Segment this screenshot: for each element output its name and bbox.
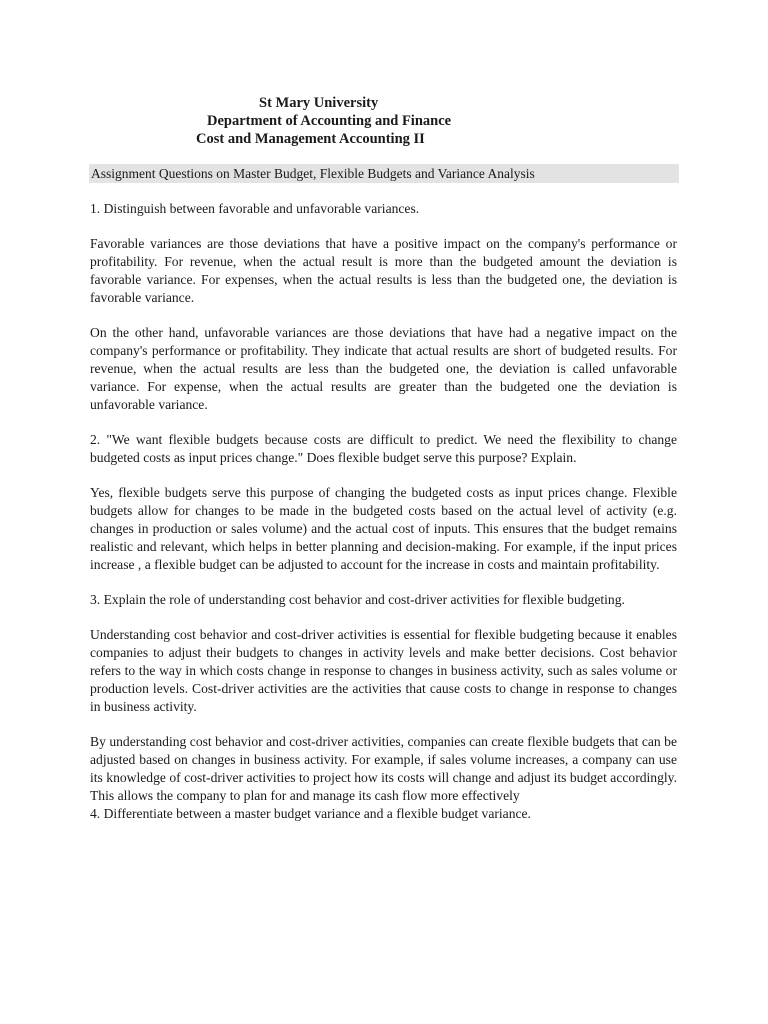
answer-2: Yes, flexible budgets serve this purpose of changing the budgeted costs as input prices change. Flexible budgets allow for changes to be made in the budgeted costs based on the actual level of activity (e.g. changes in production or sales volume) and the actual cost of inputs. This ensures that the budget remains realistic and relevant, which helps in better planning and decision-making. For example, if the input prices increase , a flexible budget can be adjusted to account for the increase in costs and maintain profitability.: [90, 485, 677, 572]
document-header: [0, 94, 768, 148]
question-1: 1. Distinguish between favorable and unfavorable variances.: [90, 201, 420, 216]
question-2: 2. "We want flexible budgets because costs are difficult to predict. We need the flexibility to change budgeted costs as input prices change." Does flexible budget serve this purpose? Explain.: [90, 432, 677, 465]
answer-3-paragraph-2: By understanding cost behavior and cost-driver activities, companies can create flexible budgets that can be adjusted based on changes in business activity. For example, if sales volume increases, a company can use its knowledge of cost-driver activities to project how its costs will change and adjust its budget accordingly. This allows the company to plan for and manage its cash flow more effectively: [90, 734, 677, 803]
department-name: Department of Accounting and Finance: [207, 113, 452, 129]
document-body: [90, 200, 677, 840]
answer-1-paragraph-2: On the other hand, unfavorable variances are those deviations that have had a negative impact on the company's performance or profitability. They indicate that actual results are short of budgeted results. For revenue, when the actual results are less than the budgeted one, the deviation is called unfavorable variance. For expense, when the actual results are greater than the budgeted one the deviation is unfavorable variance.: [90, 325, 677, 412]
university-name: St Mary University: [259, 95, 379, 111]
answer-3-paragraph-1: Understanding cost behavior and cost-driver activities is essential for flexible budgeting because it enables companies to adjust their budgets to changes in activity levels and make better decisions. Cost behavior refers to the way in which costs change in response to changes in business activity, such as sales volume or production levels. Cost-driver activities are the activities that cause costs to change in response to changes in business activity.: [90, 627, 677, 714]
answer-1-paragraph-1: Favorable variances are those deviations that have a positive impact on the company's performance or profitability. For revenue, when the actual result is more than the budgeted amount the deviation is favorable variance. For expenses, when the actual results is less than the budgeted one, the deviation is favorable variance.: [90, 236, 677, 305]
assignment-title: Assignment Questions on Master Budget, Flexible Budgets and Variance Analysis: [89, 164, 679, 183]
question-3: 3. Explain the role of understanding cost behavior and cost-driver activities for flexible budgeting.: [90, 592, 625, 607]
course-name: Cost and Management Accounting II: [196, 131, 425, 147]
question-4: 4. Differentiate between a master budget variance and a flexible budget variance.: [90, 806, 531, 821]
